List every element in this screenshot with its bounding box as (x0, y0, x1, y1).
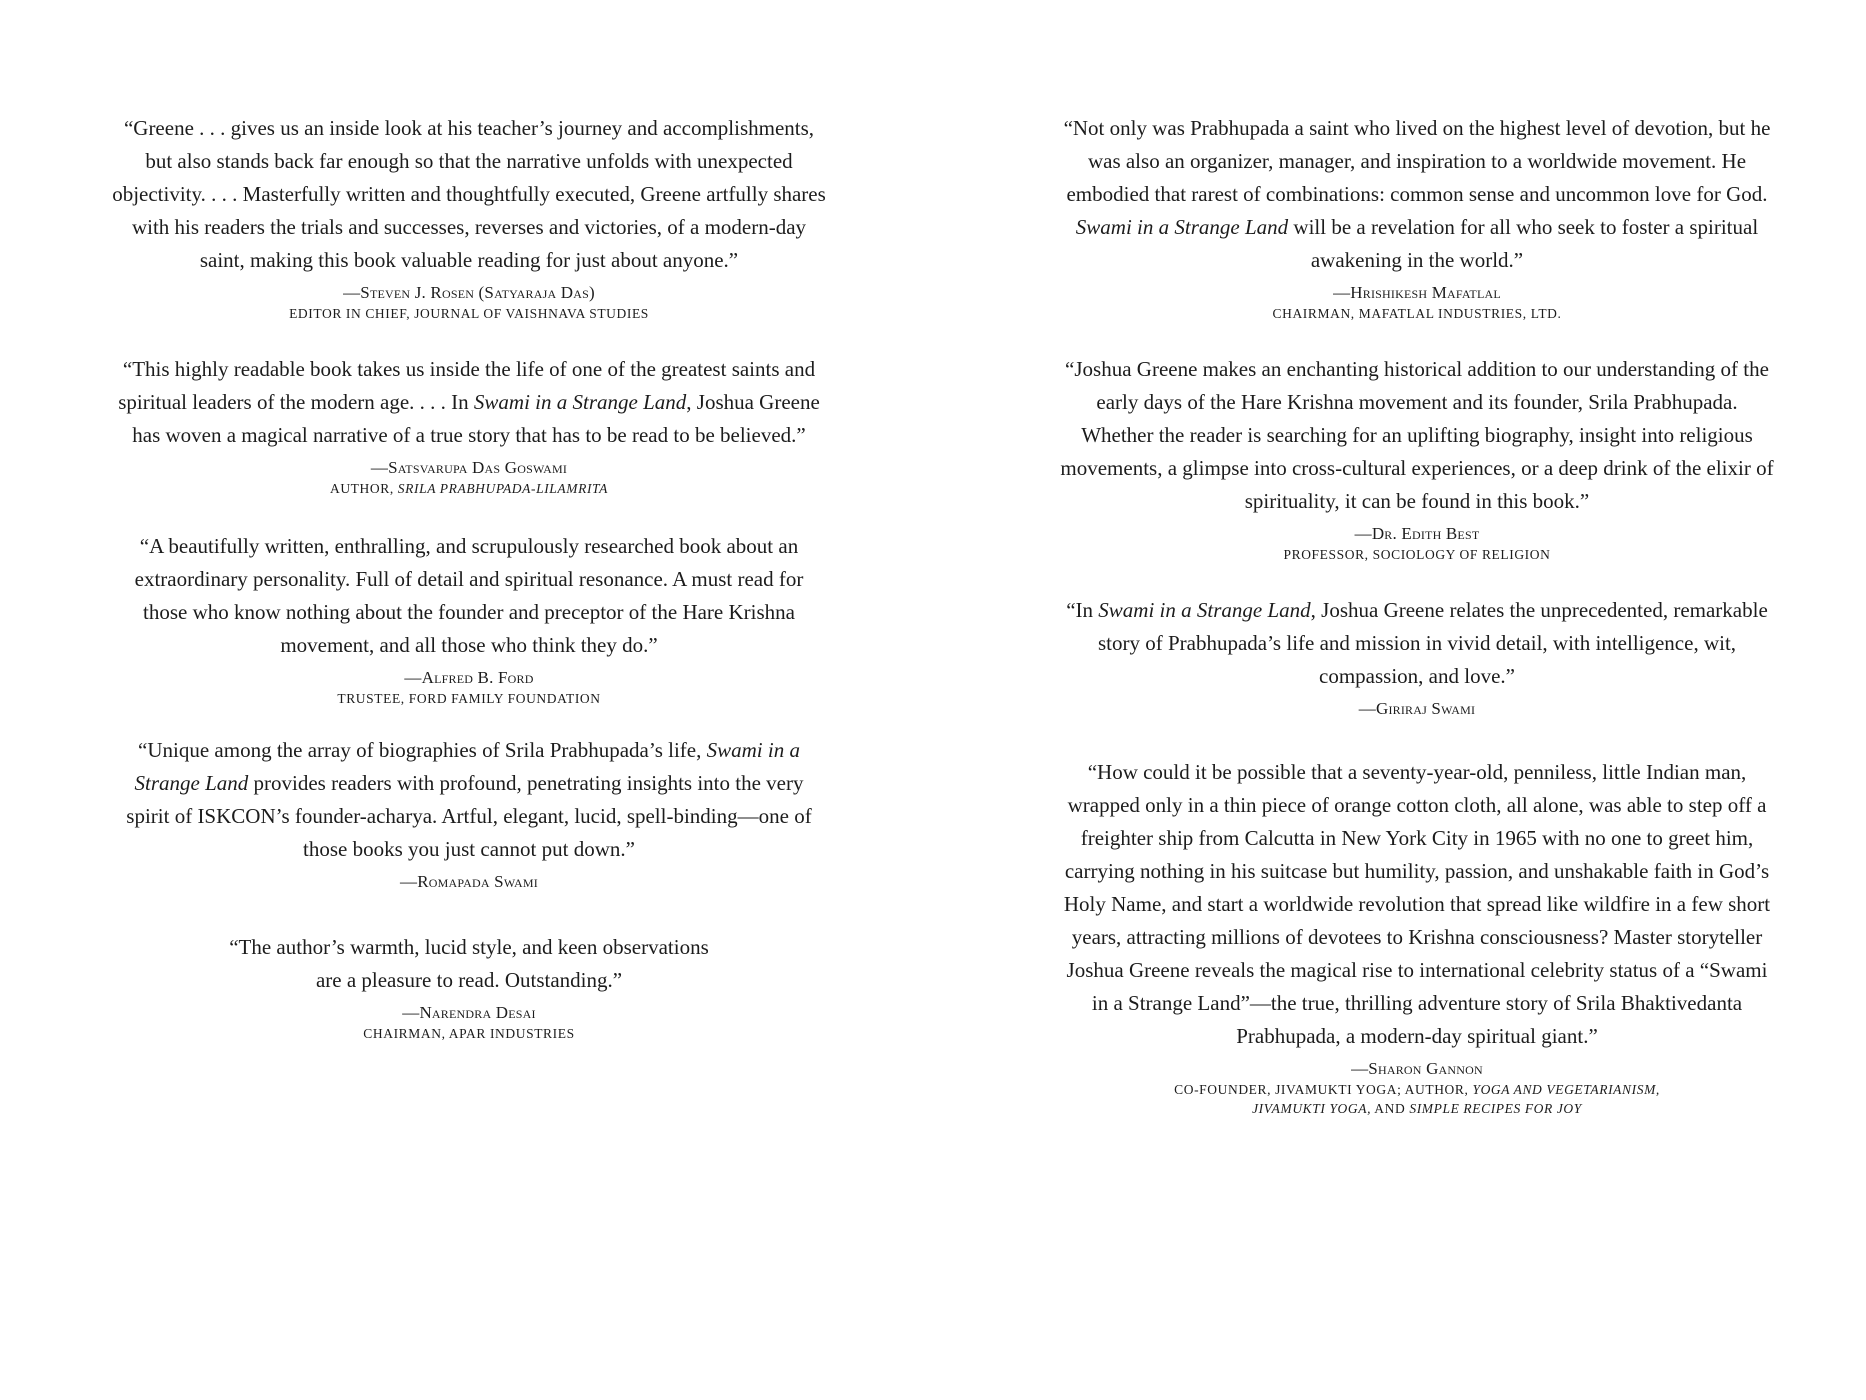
book-title: Swami in a Strange Land (1098, 598, 1311, 622)
blurb-satsvarupa-das-goswami (112, 353, 826, 498)
quote-text: , Joshua Greene relates the unprecedented, remarkable story of Prabhupada’s life and mission in vivid detail, with intelligence, wit, compassion, and love.” (1097, 598, 1768, 688)
blurb-romapada-swami (112, 734, 826, 893)
blurb-attribution: —Dr. Edith Best (1354, 524, 1480, 543)
left-page (112, 112, 826, 1043)
blurb-quote: “A beautifully written, enthralling, and scrupulously researched book about an extraordinary personality. Full of detail and spiritual resonance. A must read for those who know nothing about the founder and preceptor of the Hare Krishna movement, and all those who think they do.” (134, 534, 804, 657)
blurb-credential: EDITOR IN CHIEF, JOURNAL OF VAISHNAVA STUDIES (289, 306, 649, 321)
quote-text: , Joshua Greene has woven a magical narrative of a true story that has to be read to be believed.” (132, 390, 820, 447)
quote-line: “The author’s warmth, lucid style, and keen observations (229, 935, 709, 959)
credential-text: CO-FOUNDER, JIVAMUKTI YOGA; AUTHOR, (1174, 1082, 1473, 1097)
blurb-attribution: —Alfred B. Ford (404, 668, 534, 687)
blurb-attribution: —Steven J. Rosen (Satyaraja Das) (343, 283, 595, 302)
blurb-quote (1060, 112, 1774, 277)
right-page (1060, 112, 1774, 1118)
blurb-credential: PROFESSOR, SOCIOLOGY OF RELIGION (1283, 547, 1551, 562)
blurb-narendra-desai (112, 931, 826, 1043)
quote-text: “In (1066, 598, 1099, 622)
blurb-credential: TRUSTEE, FORD FAMILY FOUNDATION (337, 691, 601, 706)
blurb-steven-rosen (112, 112, 826, 323)
blurb-quote (1060, 594, 1774, 693)
blurb-quote (112, 931, 826, 997)
blurb-credential (1060, 1080, 1774, 1118)
quote-text: provides readers with profound, penetrating insights into the very spirit of ISKCON’s founder-acharya. Artful, elegant, lucid, spell-binding—one of those books you just cannot put down.” (126, 771, 812, 861)
blurb-attribution: —Hrishikesh Mafatlal (1333, 283, 1501, 302)
quote-line: are a pleasure to read. Outstanding.” (315, 968, 623, 992)
book-title: Swami in a Strange Land (1075, 215, 1289, 239)
blurb-sharon-gannon (1060, 756, 1774, 1118)
blurb-attribution: —Narendra Desai (402, 1003, 536, 1022)
blurb-giriraj-swami (1060, 594, 1774, 720)
credential-book-title: JIVAMUKTI YOGA, (1252, 1101, 1372, 1116)
blurb-quote: “How could it be possible that a seventy-year-old, penniless, little Indian man, wrapped only in a thin piece of orange cotton cloth, all alone, was able to step off a freighter ship from Calcutta in New York City in 1965 with no one to greet him, carrying nothing in his suitcase but humility, passion, and unshakable faith in God’s Holy Name, and start a worldwide revolution that spread like wildfire in a few short years, attracting millions of devotees to Krishna consciousness? Master storyteller Joshua Greene reveals the magical rise to international celebrity status of a “Swami in a Strange Land”—the true, thrilling adventure story of Srila Bhaktivedanta Prabhupada, a modern-day spiritual giant.” (1063, 760, 1771, 1048)
blurb-credential (112, 479, 826, 498)
blurb-alfred-ford (112, 530, 826, 708)
credential-text: AND (1371, 1101, 1410, 1116)
blurb-credential: CHAIRMAN, APAR INDUSTRIES (363, 1026, 575, 1041)
credential-book-title: SRILA PRABHUPADA-LILAMRITA (397, 481, 608, 496)
blurb-quote (112, 353, 826, 452)
blurb-credential: CHAIRMAN, MAFATLAL INDUSTRIES, LTD. (1272, 306, 1562, 321)
blurb-attribution: —Satsvarupa Das Goswami (370, 458, 568, 477)
quote-text: “This highly readable book takes us inside the life of one of the greatest saints and spiritual leaders of the modern age. . . . In (118, 357, 816, 414)
book-title: Swami in a Strange Land (473, 390, 687, 414)
blurb-quote: “Joshua Greene makes an enchanting historical addition to our understanding of the early days of the Hare Krishna movement and its founder, Srila Prabhupada. Whether the reader is searching for an uplifting biography, insight into religious movements, a glimpse into cross-cultural experiences, or a deep drink of the elixir of spirituality, it can be found in this book.” (1060, 357, 1774, 513)
blurb-attribution: —Romapada Swami (400, 872, 538, 891)
blurb-attribution: —Sharon Gannon (1351, 1059, 1483, 1078)
blurb-hrishikesh-mafatlal (1060, 112, 1774, 323)
book-title: Swami in a Strange Land (134, 738, 800, 795)
quote-text: will be a revelation for all who seek to foster a spiritual awakening in the world.” (1288, 215, 1759, 272)
credential-text: AUTHOR, (329, 481, 398, 496)
blurb-attribution: —Giriraj Swami (1358, 699, 1476, 718)
credential-book-title: SIMPLE RECIPES FOR JOY (1409, 1101, 1582, 1116)
credential-book-title: YOGA AND VEGETARIANISM, (1472, 1082, 1660, 1097)
blurb-quote (112, 734, 826, 866)
quote-text: “Not only was Prabhupada a saint who lived on the highest level of devotion, but he was also an organizer, manager, and inspiration to a worldwide movement. He embodied that rarest of combinations: common sense and uncommon love for God. (1063, 116, 1771, 206)
blurb-edith-best (1060, 353, 1774, 564)
blurb-quote: “Greene . . . gives us an inside look at his teacher’s journey and accomplishments, but also stands back far enough so that the narrative unfolds with unexpected objectivity. . . . Masterfully written and thoughtfully executed, Greene artfully shares with his readers the trials and successes, reverses and victories, of a modern-day saint, making this book valuable reading for just about anyone.” (112, 116, 826, 272)
quote-text: “Unique among the array of biographies of Srila Prabhupada’s life, (138, 738, 707, 762)
